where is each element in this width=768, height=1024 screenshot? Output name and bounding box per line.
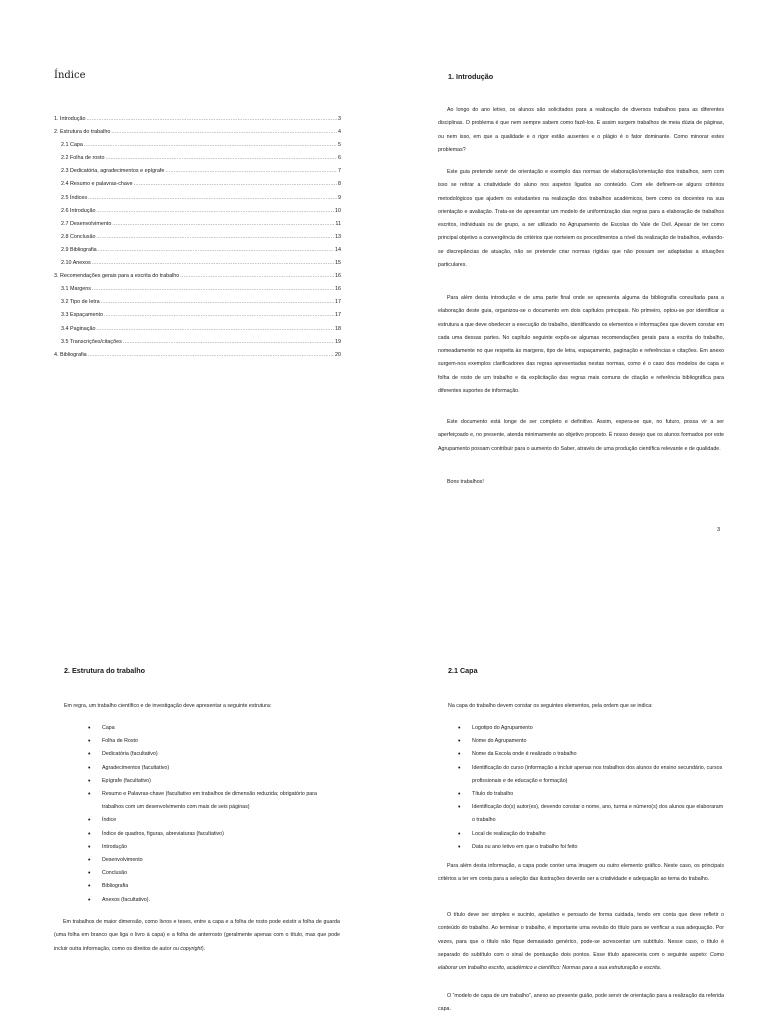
toc-entry-label: 3.5 Transcrições/citações — [61, 338, 122, 345]
cover-paragraph: Para além desta informação, a capa pode conter uma imagem ou outro elemento gráfico. Neste caso, os principais critérios a ter em conta para a seleção das ilustrações deverão ser a criatividade e adequação ao tema do trabalho. — [438, 863, 724, 883]
toc-entry-label: 3.1 Margens — [61, 286, 91, 293]
page-number: 3 — [716, 527, 720, 533]
toc-entry[interactable] — [54, 326, 341, 339]
toc-entry-label: 3. Recomendações gerais para a escrita do trabalho — [54, 273, 180, 280]
structure-title: 2. Estrutura do trabalho — [64, 666, 146, 675]
intro-paragraph: Este guia pretende servir de orientação e exemplo das normas de elaboração/orientação dos trabalhos, sem com isso se retirar a criatividade do aluno nos aspetos ligados ao conteúdo. Com ele definem-se alguns critérios metodológicos que ajudem os estudantes na realização dos trabalhos académicos, bem como os docentes na sua orientação e avaliação. Trata-se de apresentar um modelo de uniformização das regras para a elaboração de trabalhos escritos, individuais ou de grupo, a ser utilizado no Agrupamento de Escolas do Vale de Ovil. Apesar de ter como principal objetivo a convergência de critérios que norteiem os procedimentos a nível da realização de trabalhos, evitando-se discrepâncias de atuação, não se pretende criar normas rígidas que não possam ser adaptadas a situações particulares. — [438, 169, 724, 269]
intro-paragraph: Ao longo do ano letivo, os alunos são solicitados para a realização de diversos trabalhos para as diferentes disciplinas. O problema é que nem sempre sabem como fazê-los. E assim surgem trabalhos de meia dúzia de páginas, ou nem isso, em que a qualidade e o rigor estão ausentes e o plágio é o fator dominante. Como minorar estes problemas? — [438, 107, 724, 153]
toc-entry-page: 16 — [335, 273, 341, 280]
toc-entry[interactable] — [54, 129, 341, 142]
toc-entry-label: 2.6 Introdução — [61, 207, 96, 214]
toc-entry-page: 4 — [338, 129, 341, 136]
cover-list-item: • Logotipo do Agrupamento — [458, 722, 724, 735]
toc-entry-label: 2.9 Bibliografia — [61, 246, 97, 253]
toc-entry-page: 15 — [335, 260, 341, 267]
toc-entry[interactable] — [54, 116, 341, 129]
structure-list-item: • Introdução — [88, 841, 340, 854]
intro-paragraph: Para além desta introdução e de uma parte final onde se apresenta alguma da bibliografia consultada para a elaboração deste guia, organizou-se o documento em dois capítulos principais. No primeiro, optou-se por identificar a estrutura a que deve obedecer a execução do trabalho, identificando os elementos e informações que devem constar em cada uma dessas partes. No capítulo seguinte expôs-se algumas recomendações gerais para a escrita do trabalho, nomeadamente no que respeita às margens, tipo de letra, espaçamento, paginação e referências e citações. Em anexo surgem-nos exemplos clarificadores das regras apresentadas nestas normas, como é o caso dos modelos de capa e folha de rosto de um trabalho e da explicitação das regras mais comuns de citação e referência bibliográfica para diferentes suportes de informação. — [438, 295, 724, 395]
introduction-title: 1. Introdução — [448, 72, 494, 81]
cover-list-item: • Data ou ano letivo em que o trabalho foi feito — [458, 841, 724, 854]
cover-list-item: • Nome do Agrupamento — [458, 735, 724, 748]
cover-section-page — [384, 512, 768, 1024]
toc-leader-dots — [96, 326, 334, 332]
structure-list-item: • Índice de quadros, figuras, abreviaturas (facultativo) — [88, 828, 340, 841]
toc-entry-label: 1. Introdução — [54, 116, 86, 122]
structure-closing: Em trabalhos de maior dimensão, como livros e teses, entre a capa e a folha de rosto pode existir a folha de guarda (uma folha em branco que liga o livro à capa) e a folha de anterrosto (geralmente apenas com o título, mas que pode incluir outra informação, como os direitos de autor ou copyright). — [54, 919, 340, 952]
toc-entry[interactable] — [54, 221, 341, 234]
cover-list-item: • Identificação do curso (informação a incluir apenas nos trabalhos dos alunos do ensino secundário, cursos profissionais e de educação e formação) — [458, 762, 724, 788]
toc-entry-page: 11 — [335, 220, 341, 227]
structure-list-item: • Capa — [88, 722, 340, 735]
index-title: Índice — [54, 70, 86, 81]
toc-entry-label: 2.1 Capa — [61, 142, 83, 149]
toc-entry-page: 16 — [335, 286, 341, 293]
cover-list-item: • Nome da Escola onde é realizado o trabalho — [458, 748, 724, 761]
structure-list-item: • Folha de Rosto — [88, 735, 340, 748]
toc-leader-dots — [88, 352, 334, 358]
toc-entry-page: 3 — [338, 116, 341, 122]
toc-entry-page: 7 — [338, 168, 341, 175]
toc-entry[interactable] — [54, 299, 341, 312]
toc-leader-dots — [96, 234, 334, 240]
cover-elements-list — [458, 722, 724, 854]
index-page — [0, 0, 384, 512]
toc-entry[interactable] — [54, 155, 341, 168]
toc-entry-label: 4. Bibliografia — [54, 351, 87, 358]
toc-entry-page: 8 — [338, 181, 341, 188]
toc-leader-dots — [134, 181, 337, 187]
toc-entry[interactable] — [54, 142, 341, 155]
toc-entry-label: 2.10 Anexos — [61, 260, 91, 267]
toc-leader-dots — [86, 116, 337, 122]
cover-lead: Na capa do trabalho devem constar os seguintes elementos, pela ordem que se indica: — [448, 703, 653, 709]
toc-entry[interactable] — [54, 286, 341, 299]
toc-entry-page: 6 — [338, 155, 341, 162]
structure-lead: Em regra, um trabalho científico e de investigação deve apresentar a seguinte estrutura: — [64, 703, 272, 709]
toc-entry[interactable] — [54, 312, 341, 325]
structure-list-item: • Epígrafe (facultativo) — [88, 775, 340, 788]
toc-entry[interactable] — [54, 181, 341, 194]
structure-list-item: • Agradecimentos (facultativo) — [88, 762, 340, 775]
introduction-page — [384, 0, 768, 533]
toc-entry-page: 20 — [335, 351, 341, 358]
structure-page — [0, 512, 384, 1024]
cover-list-item: • Local de realização do trabalho — [458, 828, 724, 841]
toc-entry-label: 2.2 Folha de rosto — [61, 155, 105, 162]
toc-entry[interactable] — [54, 234, 341, 247]
toc-entry-label: 3.3 Espaçamento — [61, 312, 103, 319]
toc-entry-page: 14 — [335, 246, 341, 253]
toc-entry[interactable] — [54, 352, 341, 365]
toc-entry[interactable] — [54, 195, 341, 208]
structure-list-item: • Bibliografia — [88, 880, 340, 893]
toc-leader-dots — [112, 221, 334, 227]
toc-entry-page: 17 — [335, 299, 341, 306]
structure-list-item: • Índice — [88, 814, 340, 827]
structure-list-item: • Anexos (facultativo). — [88, 894, 340, 907]
intro-closing: Bons trabalhos! — [447, 479, 484, 485]
toc-leader-dots — [111, 129, 337, 135]
toc-entry-label: 2. Estrutura do trabalho — [54, 129, 111, 136]
toc-leader-dots — [123, 339, 334, 345]
toc-entry-label: 2.5 Índices — [61, 194, 88, 201]
toc-entry-page: 5 — [338, 142, 341, 149]
toc-leader-dots — [101, 299, 334, 305]
toc-entry-label: 2.7 Desenvolvimento — [61, 220, 112, 227]
toc-entry-page: 13 — [335, 233, 341, 240]
toc-entry[interactable] — [54, 168, 341, 181]
structure-list-item: • Conclusão — [88, 867, 340, 880]
intro-paragraph: Este documento está longe de ser completo e definitivo. Assim, espera-se que, no futuro, possa vir a ser aperfeiçoado e, no presente, atenda minimamente ao objetivo proposto. É nosso desejo que os alunos formados por este Agrupamento possam contribuir para o aumento do Saber, através de uma produção científica relevante e de qualidade. — [438, 419, 724, 452]
table-of-contents — [54, 116, 341, 365]
toc-entry-page: 10 — [335, 207, 341, 214]
cover-paragraph: O “modelo de capa de um trabalho”, anexo ao presente guião, pode servir de orientação para a realização da referida capa. — [438, 993, 724, 1013]
toc-leader-dots — [92, 286, 334, 292]
toc-entry[interactable] — [54, 339, 341, 352]
structure-list — [88, 722, 340, 907]
toc-entry[interactable] — [54, 260, 341, 273]
structure-list-item: • Desenvolvimento — [88, 854, 340, 867]
toc-leader-dots — [98, 247, 334, 253]
toc-leader-dots — [105, 155, 337, 161]
toc-entry[interactable] — [54, 273, 341, 286]
cover-list-item: • Título do trabalho — [458, 788, 724, 801]
toc-entry-page: 9 — [338, 194, 341, 201]
toc-entry-label: 2.3 Dedicatória, agradecimentos e epígrafe — [61, 168, 165, 175]
cover-paragraph: O título deve ser simples e sucinto, apelativo e pensado de forma cuidada, tendo em conta que deve refletir o conteúdo do trabalho. Ao terminar o trabalho, é importante uma revisão do título para se verificar a sua adequação. Por vezes, para que o título não fique demasiado genérico, pode-se acrescentar um subtítulo. Nesse caso, o título é separado do subtítulo com o sinal de pontuação dois pontos. Esse título apareceria com o seguinte aspeto: Como elaborar um trabalho escrito, académico e científico: Normas para a sua estruturação e escrita. — [438, 912, 724, 972]
toc-entry-label: 3.4 Paginação — [61, 325, 96, 332]
toc-leader-dots — [88, 195, 337, 201]
structure-list-item: • Dedicatória (facultativo) — [88, 748, 340, 761]
toc-entry-page: 19 — [335, 338, 341, 345]
toc-leader-dots — [165, 168, 337, 174]
toc-entry-page: 18 — [335, 325, 341, 332]
cover-list-item: • Identificação do(s) autor(es), devendo constar o nome, ano, turma e número(s) dos alunos que elaboraram o trabalho — [458, 801, 724, 827]
toc-leader-dots — [96, 208, 334, 214]
toc-leader-dots — [180, 273, 334, 279]
toc-leader-dots — [84, 142, 337, 148]
toc-entry-label: 2.8 Conclusão — [61, 233, 96, 240]
toc-entry-label: 2.4 Resumo e palavras-chave — [61, 181, 133, 188]
toc-entry[interactable] — [54, 247, 341, 260]
toc-entry-page: 17 — [335, 312, 341, 319]
structure-list-item: • Resumo e Palavras-chave (facultativo em trabalhos de dimensão reduzida; obrigatório para trabalhos com um desenvolvimento com mais de seis páginas) — [88, 788, 340, 814]
toc-entry-label: 3.2 Tipo de letra — [61, 299, 100, 306]
toc-entry[interactable] — [54, 208, 341, 221]
toc-leader-dots — [92, 260, 334, 266]
toc-leader-dots — [104, 312, 334, 318]
cover-title: 2.1 Capa — [448, 666, 478, 675]
